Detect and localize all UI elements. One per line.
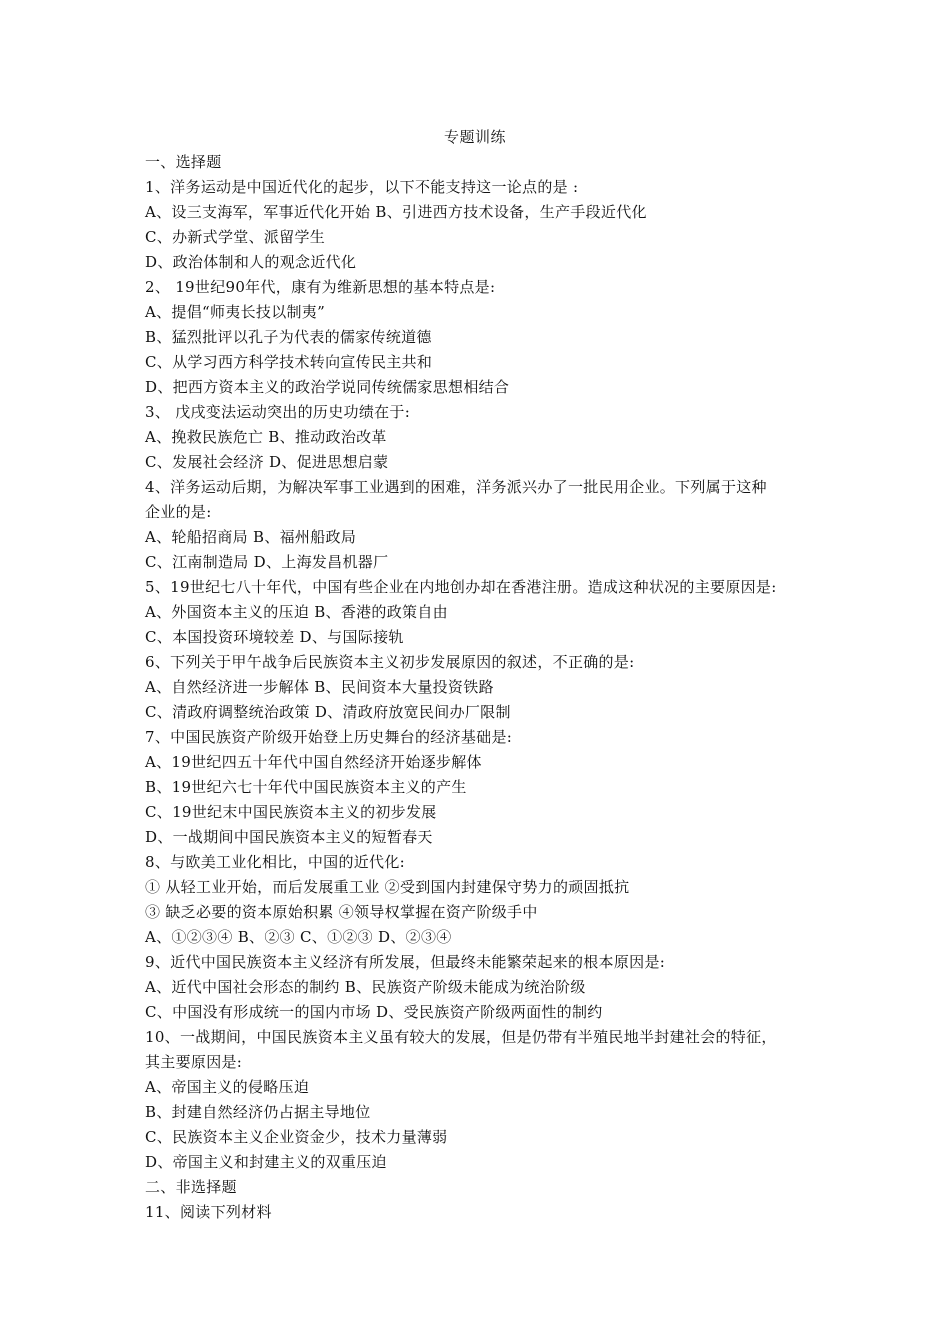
document-line: B、猛烈批评以孔子为代表的儒家传统道德 — [145, 328, 432, 346]
document-line: C、办新式学堂、派留学生 — [145, 228, 326, 246]
document-line: 其主要原因是: — [145, 1053, 243, 1071]
document-line: C、民族资本主义企业资金少，技术力量薄弱 — [145, 1128, 448, 1146]
document-line: D、把西方资本主义的政治学说同传统儒家思想相结合 — [145, 378, 510, 396]
document-line: A、轮船招商局 B、福州船政局 — [145, 528, 357, 546]
document-title: 专题训练 — [443, 128, 506, 146]
document-line: C、清政府调整统治政策 D、清政府放宽民间办厂限制 — [145, 703, 511, 721]
document-line: C、本国投资环境较差 D、与国际接轨 — [145, 628, 404, 646]
document-line: D、政治体制和人的观念近代化 — [145, 253, 357, 271]
document-line: 企业的是: — [145, 503, 212, 521]
document-line: 8、与欧美工业化相比，中国的近代化: — [145, 853, 405, 871]
document-line: 二、非选择题 — [145, 1178, 237, 1196]
document-line: 11、阅读下列材料 — [145, 1203, 272, 1221]
document-line: A、外国资本主义的压迫 B、香港的政策自由 — [145, 603, 448, 621]
document-line: C、中国没有形成统一的国内市场 D、受民族资产阶级两面性的制约 — [145, 1003, 603, 1021]
document-line: ③ 缺乏必要的资本原始积累 ④领导权掌握在资产阶级手中 — [145, 903, 538, 921]
document-line: C、从学习西方科学技术转向宣传民主共和 — [145, 353, 433, 371]
document-line: C、发展社会经济 D、促进思想启蒙 — [145, 453, 389, 471]
document-line: 6、下列关于甲午战争后民族资本主义初步发展原因的叙述，不正确的是: — [145, 653, 635, 671]
document-line: 一、选择题 — [145, 153, 222, 171]
document-line: A、自然经济进一步解体 B、民间资本大量投资铁路 — [145, 678, 494, 696]
document-line: A、19世纪四五十年代中国自然经济开始逐步解体 — [145, 753, 482, 771]
document-line: A、①②③④ B、②③ C、①②③ D、②③④ — [145, 928, 452, 946]
document-line: 9、近代中国民族资本主义经济有所发展，但最终未能繁荣起来的根本原因是: — [145, 953, 666, 971]
document-line: A、提倡“师夷长技以制夷” — [145, 303, 326, 321]
document-line: C、19世纪末中国民族资本主义的初步发展 — [145, 803, 437, 821]
document-line: D、帝国主义和封建主义的双重压迫 — [145, 1153, 387, 1171]
document-line: A、挽救民族危亡 B、推动政治改革 — [145, 428, 387, 446]
document-line: C、江南制造局 D、上海发昌机器厂 — [145, 553, 389, 571]
document-line: B、封建自然经济仍占据主导地位 — [145, 1103, 371, 1121]
document-line: 1、洋务运动是中国近代化的起步，以下不能支持这一论点的是 : — [145, 178, 579, 196]
document-line: 3、 戊戌变法运动突出的历史功绩在于: — [145, 403, 411, 421]
document-line: A、帝国主义的侵略压迫 — [145, 1078, 310, 1096]
document-line: D、一战期间中国民族资本主义的短暂春天 — [145, 828, 433, 846]
document-line: 10、一战期间，中国民族资本主义虽有较大的发展，但是仍带有半殖民地半封建社会的特征， — [145, 1028, 777, 1046]
document-line: 5、19世纪七八十年代，中国有些企业在内地创办却在香港注册。造成这种状况的主要原因是: — [145, 578, 777, 596]
document-line: 2、 19世纪90年代，康有为维新思想的基本特点是: — [145, 278, 496, 296]
document-line: B、19世纪六七十年代中国民族资本主义的产生 — [145, 778, 467, 796]
document-line: A、设三支海军，军事近代化开始 B、引进西方技术设备，生产手段近代化 — [145, 203, 647, 221]
document-line: ① 从轻工业开始，而后发展重工业 ②受到国内封建保守势力的顽固抵抗 — [145, 878, 630, 896]
document-line: 4、洋务运动后期，为解决军事工业遇到的困难，洋务派兴办了一批民用企业。下列属于这种 — [145, 478, 767, 496]
document-line: 7、中国民族资产阶级开始登上历史舞台的经济基础是: — [145, 728, 513, 746]
document-line: A、近代中国社会形态的制约 B、民族资产阶级未能成为统治阶级 — [145, 978, 586, 996]
document-body — [145, 150, 810, 1225]
